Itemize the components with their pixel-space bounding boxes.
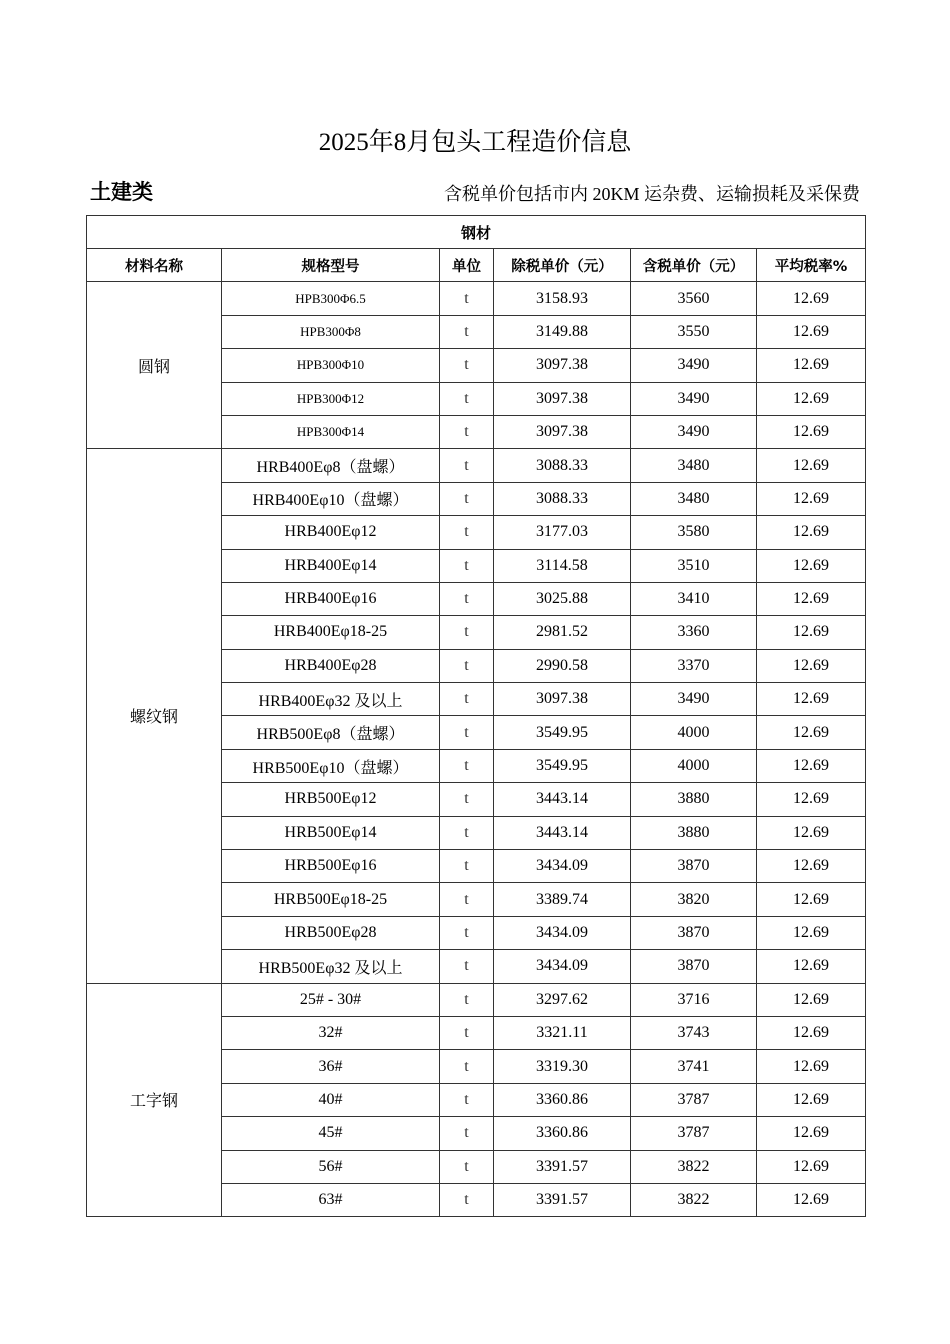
price-inc-tax-cell: 3787 <box>631 1083 757 1116</box>
price-ex-tax-cell: 3549.95 <box>494 749 631 782</box>
unit-cell: t <box>440 850 494 883</box>
tax-rate-cell: 12.69 <box>757 683 866 716</box>
table-row <box>87 983 866 1016</box>
unit-cell: t <box>440 482 494 515</box>
price-ex-tax-cell: 3097.38 <box>494 382 631 415</box>
spec-cell: HRB400Eφ14 <box>222 549 440 582</box>
table-row <box>87 282 866 315</box>
unit-cell: t <box>440 1083 494 1116</box>
unit-cell: t <box>440 816 494 849</box>
price-ex-tax-cell: 3391.57 <box>494 1183 631 1216</box>
tax-rate-cell: 12.69 <box>757 582 866 615</box>
unit-cell: t <box>440 516 494 549</box>
section-heading: 土建类 <box>90 180 153 204</box>
tax-rate-cell: 12.69 <box>757 916 866 949</box>
spec-cell: HRB400Eφ16 <box>222 582 440 615</box>
price-inc-tax-cell: 3741 <box>631 1050 757 1083</box>
price-ex-tax-cell: 2990.58 <box>494 649 631 682</box>
unit-cell: t <box>440 983 494 1016</box>
price-inc-tax-cell: 3490 <box>631 415 757 448</box>
price-ex-tax-cell: 3434.09 <box>494 850 631 883</box>
tax-rate-cell: 12.69 <box>757 983 866 1016</box>
tax-rate-cell: 12.69 <box>757 482 866 515</box>
price-inc-tax-cell: 4000 <box>631 749 757 782</box>
price-inc-tax-cell: 3880 <box>631 783 757 816</box>
price-ex-tax-cell: 3297.62 <box>494 983 631 1016</box>
spec-cell: HRB500Eφ8（盘螺） <box>222 716 440 749</box>
spec-cell: 63# <box>222 1183 440 1216</box>
price-ex-tax-cell: 3025.88 <box>494 582 631 615</box>
price-inc-tax-cell: 3490 <box>631 382 757 415</box>
spec-cell: HPB300Φ10 <box>222 349 440 382</box>
price-ex-tax-cell: 3434.09 <box>494 916 631 949</box>
tax-rate-cell: 12.69 <box>757 816 866 849</box>
unit-cell: t <box>440 916 494 949</box>
price-ex-tax-cell: 3319.30 <box>494 1050 631 1083</box>
price-ex-tax-cell: 3088.33 <box>494 449 631 482</box>
price-ex-tax-cell: 3443.14 <box>494 783 631 816</box>
spec-cell: HRB500Eφ14 <box>222 816 440 849</box>
price-note: 含税单价包括市内 20KM 运杂费、运输损耗及采保费 <box>443 184 860 204</box>
price-inc-tax-cell: 4000 <box>631 716 757 749</box>
spec-cell: 36# <box>222 1050 440 1083</box>
spec-cell: HRB500Eφ16 <box>222 850 440 883</box>
price-ex-tax-cell: 3360.86 <box>494 1117 631 1150</box>
spec-cell: HPB300Φ6.5 <box>222 282 440 315</box>
col-header-spec: 规格型号 <box>222 249 440 282</box>
col-header-unit: 单位 <box>440 249 494 282</box>
price-inc-tax-cell: 3580 <box>631 516 757 549</box>
col-header-price-ex-tax: 除税单价（元） <box>494 249 631 282</box>
price-ex-tax-cell: 3549.95 <box>494 716 631 749</box>
price-ex-tax-cell: 3158.93 <box>494 282 631 315</box>
tax-rate-cell: 12.69 <box>757 449 866 482</box>
unit-cell: t <box>440 616 494 649</box>
price-ex-tax-cell: 3321.11 <box>494 1016 631 1049</box>
price-inc-tax-cell: 3870 <box>631 916 757 949</box>
tax-rate-cell: 12.69 <box>757 315 866 348</box>
price-inc-tax-cell: 3716 <box>631 983 757 1016</box>
tax-rate-cell: 12.69 <box>757 883 866 916</box>
spec-cell: HRB400Eφ8（盘螺） <box>222 449 440 482</box>
tax-rate-cell: 12.69 <box>757 749 866 782</box>
unit-cell: t <box>440 683 494 716</box>
price-inc-tax-cell: 3360 <box>631 616 757 649</box>
unit-cell: t <box>440 549 494 582</box>
price-inc-tax-cell: 3870 <box>631 850 757 883</box>
col-header-tax-rate: 平均税率% <box>757 249 866 282</box>
tax-rate-cell: 12.69 <box>757 616 866 649</box>
spec-cell: HRB500Eφ28 <box>222 916 440 949</box>
unit-cell: t <box>440 582 494 615</box>
spec-cell: 45# <box>222 1117 440 1150</box>
steel-price-table <box>86 215 866 1217</box>
price-inc-tax-cell: 3510 <box>631 549 757 582</box>
unit-cell: t <box>440 1016 494 1049</box>
unit-cell: t <box>440 382 494 415</box>
tax-rate-cell: 12.69 <box>757 549 866 582</box>
price-inc-tax-cell: 3870 <box>631 950 757 983</box>
price-inc-tax-cell: 3410 <box>631 582 757 615</box>
unit-cell: t <box>440 883 494 916</box>
spec-cell: 40# <box>222 1083 440 1116</box>
price-ex-tax-cell: 3443.14 <box>494 816 631 849</box>
table-row <box>87 449 866 482</box>
price-inc-tax-cell: 3820 <box>631 883 757 916</box>
spec-cell: HRB400Eφ32 及以上 <box>222 683 440 716</box>
table-caption: 钢材 <box>87 216 866 249</box>
unit-cell: t <box>440 282 494 315</box>
spec-cell: HRB400Eφ28 <box>222 649 440 682</box>
price-inc-tax-cell: 3560 <box>631 282 757 315</box>
unit-cell: t <box>440 716 494 749</box>
tax-rate-cell: 12.69 <box>757 850 866 883</box>
unit-cell: t <box>440 1183 494 1216</box>
price-ex-tax-cell: 3177.03 <box>494 516 631 549</box>
page-title: 2025年8月包头工程造价信息 <box>318 129 632 156</box>
price-inc-tax-cell: 3743 <box>631 1016 757 1049</box>
tax-rate-cell: 12.69 <box>757 415 866 448</box>
price-inc-tax-cell: 3480 <box>631 482 757 515</box>
spec-cell: HRB500Eφ32 及以上 <box>222 950 440 983</box>
tax-rate-cell: 12.69 <box>757 1016 866 1049</box>
material-name-cell: 工字钢 <box>87 983 222 1217</box>
price-ex-tax-cell: 3097.38 <box>494 349 631 382</box>
tax-rate-cell: 12.69 <box>757 516 866 549</box>
spec-cell: HRB400Eφ10（盘螺） <box>222 482 440 515</box>
spec-cell: 56# <box>222 1150 440 1183</box>
spec-cell: HPB300Φ8 <box>222 315 440 348</box>
unit-cell: t <box>440 649 494 682</box>
material-name-cell: 螺纹钢 <box>87 449 222 983</box>
spec-cell: HPB300Φ12 <box>222 382 440 415</box>
tax-rate-cell: 12.69 <box>757 282 866 315</box>
spec-cell: HRB500Eφ18-25 <box>222 883 440 916</box>
price-ex-tax-cell: 3149.88 <box>494 315 631 348</box>
price-ex-tax-cell: 3097.38 <box>494 683 631 716</box>
price-inc-tax-cell: 3550 <box>631 315 757 348</box>
unit-cell: t <box>440 783 494 816</box>
tax-rate-cell: 12.69 <box>757 1050 866 1083</box>
tax-rate-cell: 12.69 <box>757 649 866 682</box>
price-ex-tax-cell: 2981.52 <box>494 616 631 649</box>
col-header-material: 材料名称 <box>87 249 222 282</box>
price-inc-tax-cell: 3822 <box>631 1183 757 1216</box>
price-ex-tax-cell: 3114.58 <box>494 549 631 582</box>
material-name-cell: 圆钢 <box>87 282 222 449</box>
price-inc-tax-cell: 3880 <box>631 816 757 849</box>
spec-cell: HPB300Φ14 <box>222 415 440 448</box>
price-ex-tax-cell: 3391.57 <box>494 1150 631 1183</box>
spec-cell: HRB400Eφ18-25 <box>222 616 440 649</box>
unit-cell: t <box>440 1050 494 1083</box>
price-inc-tax-cell: 3490 <box>631 349 757 382</box>
spec-cell: 32# <box>222 1016 440 1049</box>
price-inc-tax-cell: 3490 <box>631 683 757 716</box>
price-inc-tax-cell: 3370 <box>631 649 757 682</box>
unit-cell: t <box>440 415 494 448</box>
price-inc-tax-cell: 3822 <box>631 1150 757 1183</box>
spec-cell: HRB400Eφ12 <box>222 516 440 549</box>
unit-cell: t <box>440 749 494 782</box>
tax-rate-cell: 12.69 <box>757 783 866 816</box>
unit-cell: t <box>440 950 494 983</box>
tax-rate-cell: 12.69 <box>757 716 866 749</box>
tax-rate-cell: 12.69 <box>757 950 866 983</box>
unit-cell: t <box>440 449 494 482</box>
unit-cell: t <box>440 1117 494 1150</box>
spec-cell: 25# - 30# <box>222 983 440 1016</box>
tax-rate-cell: 12.69 <box>757 1117 866 1150</box>
price-ex-tax-cell: 3088.33 <box>494 482 631 515</box>
tax-rate-cell: 12.69 <box>757 1183 866 1216</box>
header-row <box>87 249 866 282</box>
price-ex-tax-cell: 3360.86 <box>494 1083 631 1116</box>
unit-cell: t <box>440 349 494 382</box>
col-header-price-inc-tax: 含税单价（元） <box>631 249 757 282</box>
unit-cell: t <box>440 1150 494 1183</box>
tax-rate-cell: 12.69 <box>757 1150 866 1183</box>
price-ex-tax-cell: 3389.74 <box>494 883 631 916</box>
spec-cell: HRB500Eφ10（盘螺） <box>222 749 440 782</box>
price-inc-tax-cell: 3480 <box>631 449 757 482</box>
tax-rate-cell: 12.69 <box>757 382 866 415</box>
unit-cell: t <box>440 315 494 348</box>
tax-rate-cell: 12.69 <box>757 1083 866 1116</box>
tax-rate-cell: 12.69 <box>757 349 866 382</box>
price-ex-tax-cell: 3434.09 <box>494 950 631 983</box>
price-ex-tax-cell: 3097.38 <box>494 415 631 448</box>
spec-cell: HRB500Eφ12 <box>222 783 440 816</box>
price-inc-tax-cell: 3787 <box>631 1117 757 1150</box>
